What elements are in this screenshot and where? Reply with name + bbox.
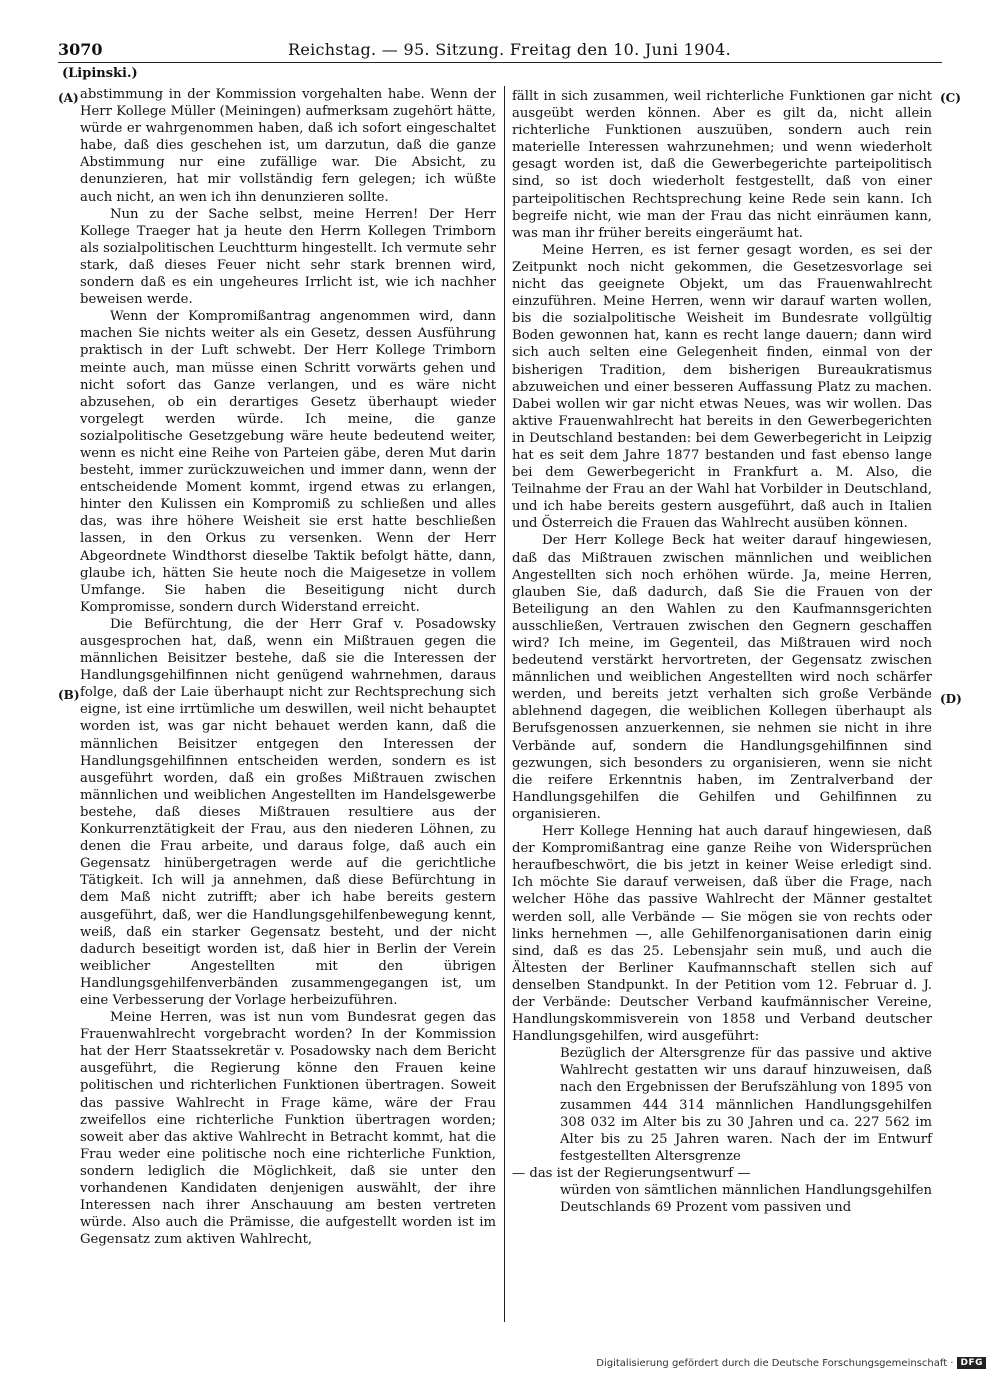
page-number: 3070 [58,40,103,59]
paragraph: abstimmung in der Kommission vorgehalten habe. Wenn der Herr Kollege Müller (Meiningen) aufmerksam zugehört hätte, würde er wahrgenommen haben, daß ich sofort eingeschaltet habe, daß dies geschehen ist, um darzutun, daß die ganze Abstimmung nur eine zufällige war. Die Absicht, zu denunzieren, hat mir vollständig fern gelegen; ich wüßte auch nicht, an wen ich ihn denunzieren sollte. [80,87,496,205]
paragraph: Meine Herren, was ist nun vom Bundesrat gegen das Frauenwahlrecht vorgebracht worden? In der Kommission hat der Herr Staatssekretär v. Posadowsky nach dem Bericht ausgeführt, die Regierung könne den Frauen keine politischen und richterlichen Funktionen übertragen. Soweit das passive Wahlrecht in Frage käme, wäre der Frau zweifellos eine richterliche Funktion übertragen worden; soweit aber das aktive Wahlrecht in Betracht kommt, hat die Frau weder eine politische noch eine richterliche Funktion, sondern lediglich die Möglichkeit, daß sie unter den vorhandenen Kandidaten denjenigen auswählt, der ihre Interessen nach ihrer Anschauung am besten vertreten würde. Also auch die Prämisse, die aufgestellt worden ist im Gegensatz zum aktiven Wahlrecht, [80,1010,496,1248]
column-divider [504,86,505,1322]
block-quote-continued [560,1182,932,1216]
speaker-name: (Lipinski.) [62,66,138,81]
margin-marker-d: (D) [940,692,962,706]
right-column [512,88,932,1216]
footer-text: Digitalisierung gefördert durch die Deutsche Forschungsgemeinschaft · [596,1357,954,1369]
footer-credit [596,1357,986,1369]
paragraph: fällt in sich zusammen, weil richterliche Funktionen gar nicht ausgeübt werden können. Aber es gilt da, nicht allein richterliche Funktionen auszuüben, sondern auch rein materielle Interessen wahrzunehmen; und wenn wiederholt gesagt worden ist, daß die Gewerbegerichte parteipolitisch sind, so ist doch wiederholt festgestellt, daß von einer parteipolitischen Rechtsprechung keine Rede sein kann. Ich begreife nicht, wie man der Frau das nicht einräumen kann, was man ihr früher bereits eingeräumt hat. [512,89,932,241]
left-column [80,86,496,1248]
paragraph: Meine Herren, es ist ferner gesagt worden, es sei der Zeitpunkt noch nicht gekommen, die Gesetzesvorlage sei nicht das geeignete Objekt, um das Frauenwahlrecht einzuführen. Meine Herren, wenn wir darauf warten wollen, bis die sozialpolitische Weisheit im Bundesrate vollgültig Boden gewonnen hat, kann es recht lange dauern; dann wird sich auch selten eine Gelegenheit finden, einmal von der bisherigen Tradition, dem bisherigen Bureaukratismus abzuweichen und einer besseren Auffassung Platz zu machen. Dabei wollen wir gar nicht etwas Neues, was wir wollen. Das aktive Frauenwahlrecht hat bereits in den Gewerbegerichten in Deutschland bestanden: bei dem Gewerbegericht in Leipzig hat es seit dem Jahre 1877 bestanden und fast ebenso lange bei dem Gewerbegericht in Frankfurt a. M. Also, die Teilnahme der Frau an der Wahl hat Vorbilder in Deutschland, und ich habe bereits gestern ausgeführt, daß auch in Italien und Österreich die Frauen das Wahlrecht ausüben können. [512,242,932,532]
quote-text: Bezüglich der Altersgrenze für das passive und aktive Wahlrecht gestatten wir uns darauf hinzuweisen, daß nach den Ergebnissen der Berufszählung von 1895 von zusammen 444 314 männlichen Handlungsgehilfen 308 032 im Alter bis zu 30 Jahren und ca. 227 562 im Alter bis zu 25 Jahren waren. Nach der im Entwurf festgestellten Altersgrenze [560,1046,932,1164]
paragraph: Herr Kollege Henning hat auch darauf hingewiesen, daß der Kompromißantrag eine ganze Reihe von Widersprüchen heraufbeschwört, die bis jetzt in keiner Weise erledigt sind. Ich möchte Sie darauf verweisen, daß über die Frage, nach welcher Höhe das passive Wahlrecht der Männer gestaltet werden soll, alle Verbände — Sie mögen sie von rechts oder links hernehmen —, alle Gehilfenorganisationen darin einig sind, daß es das 25. Lebensjahr sein muß, und auch die Ältesten der Berliner Kaufmannschaft stellen sich auf denselben Standpunkt. In der Petition vom 12. Februar d. J. der Verbände: Deutscher Verband kaufmännischer Vereine, Handlungskommisverein von 1858 und Verband deutscher Handlungsgehilfen, wird ausgeführt: [512,824,932,1045]
block-quote [560,1045,932,1165]
interjection: — das ist der Regierungsentwurf — [512,1165,751,1181]
running-title: Reichstag. — 95. Sitzung. Freitag den 10. Juni 1904. [288,40,731,59]
page-header [58,38,942,63]
paragraph: Der Herr Kollege Beck hat weiter darauf hingewiesen, daß das Mißtrauen zwischen männlichen und weiblichen Angestellten sich noch erhöhen würde. Ja, meine Herren, glauben Sie, daß dadurch, daß Sie die Frauen von der Beteiligung an den Wahlen zu den Kaufmannsgerichten ausschließen, Vertrauen zwischen den Gegnern geschaffen wird? Ich meine, im Gegenteil, das Mißtrauen wird noch bedeutend verstärkt hervortreten, der Gegensatz zwischen männlichen und weiblichen Angestellten wird noch schärfer werden, und bereits jetzt verhalten sich große Verbände ablehnend dagegen, die weiblichen Kollegen überhaupt als Berufsgenossen anzuerkennen, sie nehmen sie nicht in ihre Verbände auf, sondern die Handlungsgehilfinnen sind gezwungen, sich besonders zu organisieren, wenn sie nicht die reifere Erkenntnis haben, im Zentralverband der Handlungsgehilfen die Gehilfen und Gehilfinnen zu organisieren. [512,533,932,822]
margin-marker-a: (A) [58,91,79,105]
paragraph: Wenn der Kompromißantrag angenommen wird, dann machen Sie nichts weiter als ein Gesetz, dessen Ausführung praktisch in der Luft schwebt. Der Herr Kollege Trimborn meinte auch, man müsse einen Schritt vorwärts gehen und nicht sofort das Ganze verlangen, und es wäre nicht abzusehen, ob ein derartiges Gesetz überhaupt wieder vorgelegt werden würde. Ich meine, die ganze sozialpolitische Gesetzgebung wäre heute bedeutend weiter, wenn es nicht eine Reihe von Parteien gäbe, deren Mut darin besteht, immer zurückzuweichen und immer dann, wenn der entscheidende Moment kommt, irgend etwas zu erlangen, hinter den Kulissen ein Kompromiß zu schließen und alles das, was ihre höhere Weisheit sie erst hatte beschließen lassen, in den Orkus zu versenken. Wenn der Herr Abgeordnete Windthorst dieselbe Taktik befolgt hätte, dann, glaube ich, hätten Sie heute noch die Maigesetze in vollem Umfange. Sie haben die Beseitigung nicht durch Kompromisse, sondern durch Widerstand erreicht. [80,309,496,615]
quote-text: würden von sämtlichen männlichen Handlungsgehilfen Deutschlands 69 Prozent vom passiven und [560,1183,932,1216]
margin-marker-c: (C) [940,91,961,105]
paragraph: Nun zu der Sache selbst, meine Herren! Der Herr Kollege Traeger hat ja heute den Herrn Kollegen Trimborn als sozialpolitischen Leuchtturm hingestellt. Ich vermute sehr stark, daß dieses Feuer nicht sehr stark brennen wird, sondern daß es ein ungeheures Irrlicht ist, wie ich nachher beweisen werde. [80,206,496,308]
margin-marker-b: (B) [58,688,80,702]
paragraph: Die Befürchtung, die der Herr Graf v. Posadowsky ausgesprochen hat, daß, wenn ein Mißtrauen gegen die männlichen Beisitzer bestehe, daß sie die Interessen der Handlungsgehilfinnen nicht genügend wahrnehmen, daraus folge, daß der Laie überhaupt nicht zur Rechtsprechung sich eigne, ist eine irrtümliche um deswillen, weil nicht behauptet worden ist, was gar nicht behauet werden kann, daß die männlichen Beisitzer entgegen den Interessen der Handlungsgehilfinnen entscheiden werden, sondern es ist ausgeführt worden, daß ein großes Mißtrauen zwischen männlichen und weiblichen Angestellten im Handelsgewerbe bestehe, daß dieses Mißtrauen resultiere aus der Konkurrenztätigkeit der Frau, aus den niederen Löhnen, zu denen die Frau arbeite, und daraus folge, daß auch ein Gegensatz hinübergetragen werde auf die gerichtliche Tätigkeit. Ich will ja annehmen, daß diese Befürchtung in dem Maß nicht zutrifft; aber ich habe bereits gestern ausgeführt, daß, wer die Handlungsgehilfenbewegung kennt, weiß, daß ein starker Gegensatz besteht, und der nicht dadurch beseitigt worden ist, daß hier in Berlin der Verein weiblicher Angestellten mit den übrigen Handlungsgehilfenverbänden zusammengegangen ist, um eine Verbesserung der Vorlage herbeizuführen. [80,616,496,1008]
dfg-logo: DFG [957,1357,986,1369]
